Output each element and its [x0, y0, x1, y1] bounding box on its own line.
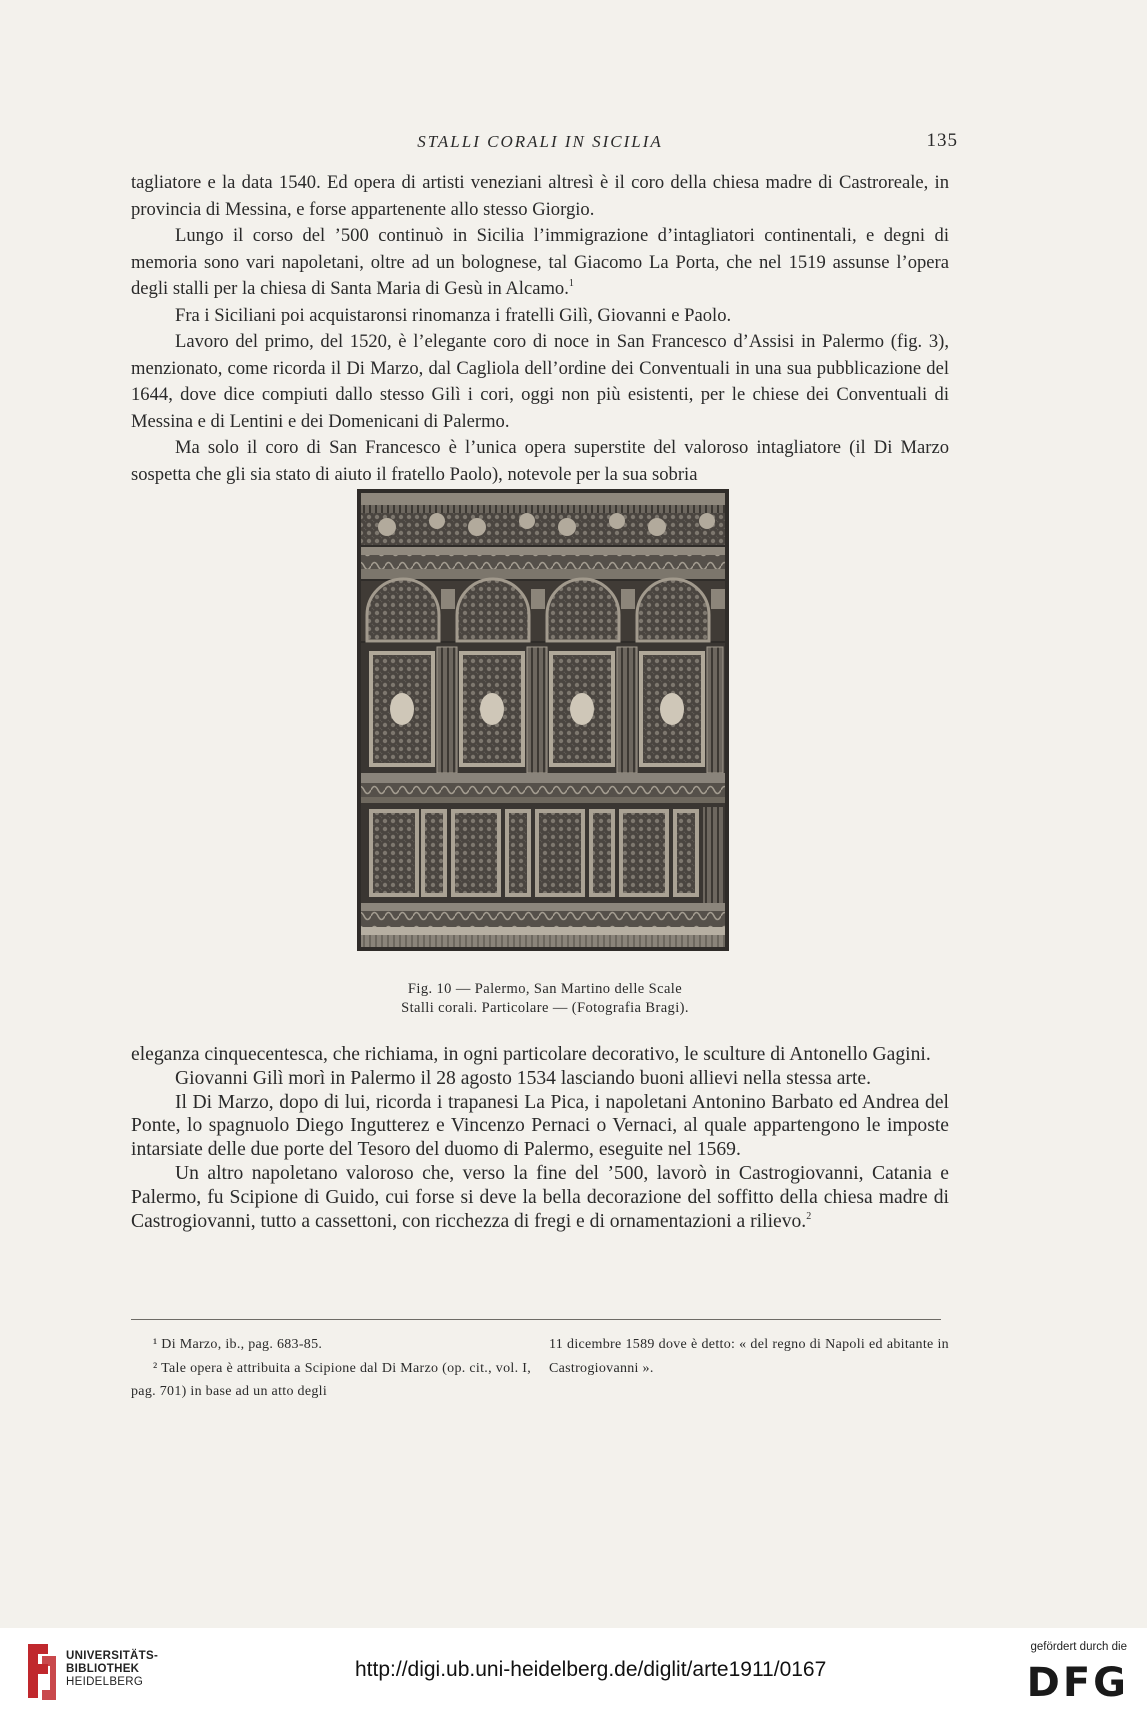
footnotes-right-column — [549, 1333, 949, 1380]
paragraph: Un altro napoletano valoroso che, verso la fine del ’500, lavorò in Castrogiovanni, Catania e Palermo, fu Scipione di Guido, cui forse si deve la bella decorazione del soffitto della chiesa madre di Castrogiovanni, tutto a cassettoni, con ricchezza di fregi e di ornamentazioni a rilievo.$^2$ — [131, 1162, 949, 1232]
permalink-url[interactable]: http://digi.ub.uni-heidelberg.de/diglit/arte1911/0167 — [355, 1658, 827, 1681]
page-number: 135 — [926, 130, 958, 151]
viewer-footer — [0, 1628, 1147, 1711]
university-library-logo-icon — [24, 1640, 60, 1702]
paragraph: Fra i Siciliani poi acquistaronsi rinomanza i fratelli Gilì, Giovanni e Paolo. — [175, 304, 732, 326]
paragraph: Lungo il corso del ’500 continuò in Sicilia l’immigrazione d’intagliatori continentali, e degni di memoria sono vari napoletani, oltre ad un bolognese, tal Giacomo La Porta, che nel 1519 assunse l’opera degli stalli per la chiesa di Santa Maria di Gesù in Alcamo.$^1$ — [131, 225, 949, 299]
funding-label: gefördert durch die — [1030, 1641, 1127, 1653]
paragraph: Giovanni Gilì morì in Palermo il 28 agosto 1534 lasciando buoni allievi nella stessa arte. — [175, 1067, 871, 1089]
footnote-ref: 1 — [568, 278, 574, 289]
running-head — [130, 130, 958, 156]
footnote-1: ¹ Di Marzo, ib., pag. 683-85. — [153, 1337, 323, 1352]
paragraph: Lavoro del primo, del 1520, è l’elegante coro di noce in San Francesco d’Assisi in Palermo (fig. 3), menzionato, come ricorda il Di Marzo, dal Cagliola dell’ordine dei Conventuali in una sua pubblicazione del 1644, dove dice compiuti dallo stesso Gilì i cori, oggi non più esistenti, per le chiese dei Conventuali di Messina e di Lentini e dei Domenicani di Palermo. — [131, 331, 949, 432]
body-text-bottom — [131, 1043, 949, 1233]
paragraph: Il Di Marzo, dopo di lui, ricorda i trapanesi La Pica, i napoletani Antonino Barbato ed Andrea del Ponte, lo spagnuolo Diego Ingutterez e Vincenzo Pernaci o Vernaci, al quale appartengono le imposte intarsiate delle due porte del Tesoro del duomo di Palermo, eseguite nel 1569. — [131, 1091, 949, 1161]
body-text-top — [131, 170, 949, 488]
footnote-divider — [131, 1319, 941, 1320]
library-name: UNIVERSITÄTS- BIBLIOTHEK HEIDELBERG — [66, 1650, 159, 1688]
caption-line: Fig. 10 — Palermo, San Martino delle Scale — [407, 981, 683, 997]
footnote-2: ² Tale opera è attribuita a Scipione dal Di Marzo (op. cit., vol. I, pag. 701) in base ad un atto degli — [131, 1360, 531, 1399]
caption-line: Stalli corali. Particolare — (Fotografia Bragi). — [401, 1000, 689, 1016]
figure-choir-stalls-photo — [357, 489, 729, 951]
running-title: STALLI CORALI IN SICILIA — [417, 132, 663, 151]
footnote-2-continued: 11 dicembre 1589 dove è detto: « del regno di Napoli ed abitante in Castrogiovanni ». — [549, 1337, 949, 1376]
paragraph: eleganza cinquecentesca, che richiama, in ogni particolare decorativo, le sculture di Antonello Gagini. — [131, 1044, 931, 1065]
choir-stalls-illustration — [357, 489, 729, 951]
paragraph: tagliatore e la data 1540. Ed opera di artisti veneziani altresì è il coro della chiesa madre di Castroreale, in provincia di Messina, e forse appartenente allo stesso Giorgio. — [131, 172, 949, 220]
footnotes-left-column — [131, 1333, 531, 1404]
figure-caption — [300, 980, 790, 1018]
paragraph: Ma solo il coro di San Francesco è l’unica opera superstite del valoroso intagliatore (il Di Marzo sospetta che gli sia stato di aiuto il fratello Paolo), notevole per la sua sobria — [131, 437, 949, 485]
dfg-logo: DFG — [1026, 1660, 1129, 1706]
footnote-ref: 2 — [806, 1210, 812, 1222]
